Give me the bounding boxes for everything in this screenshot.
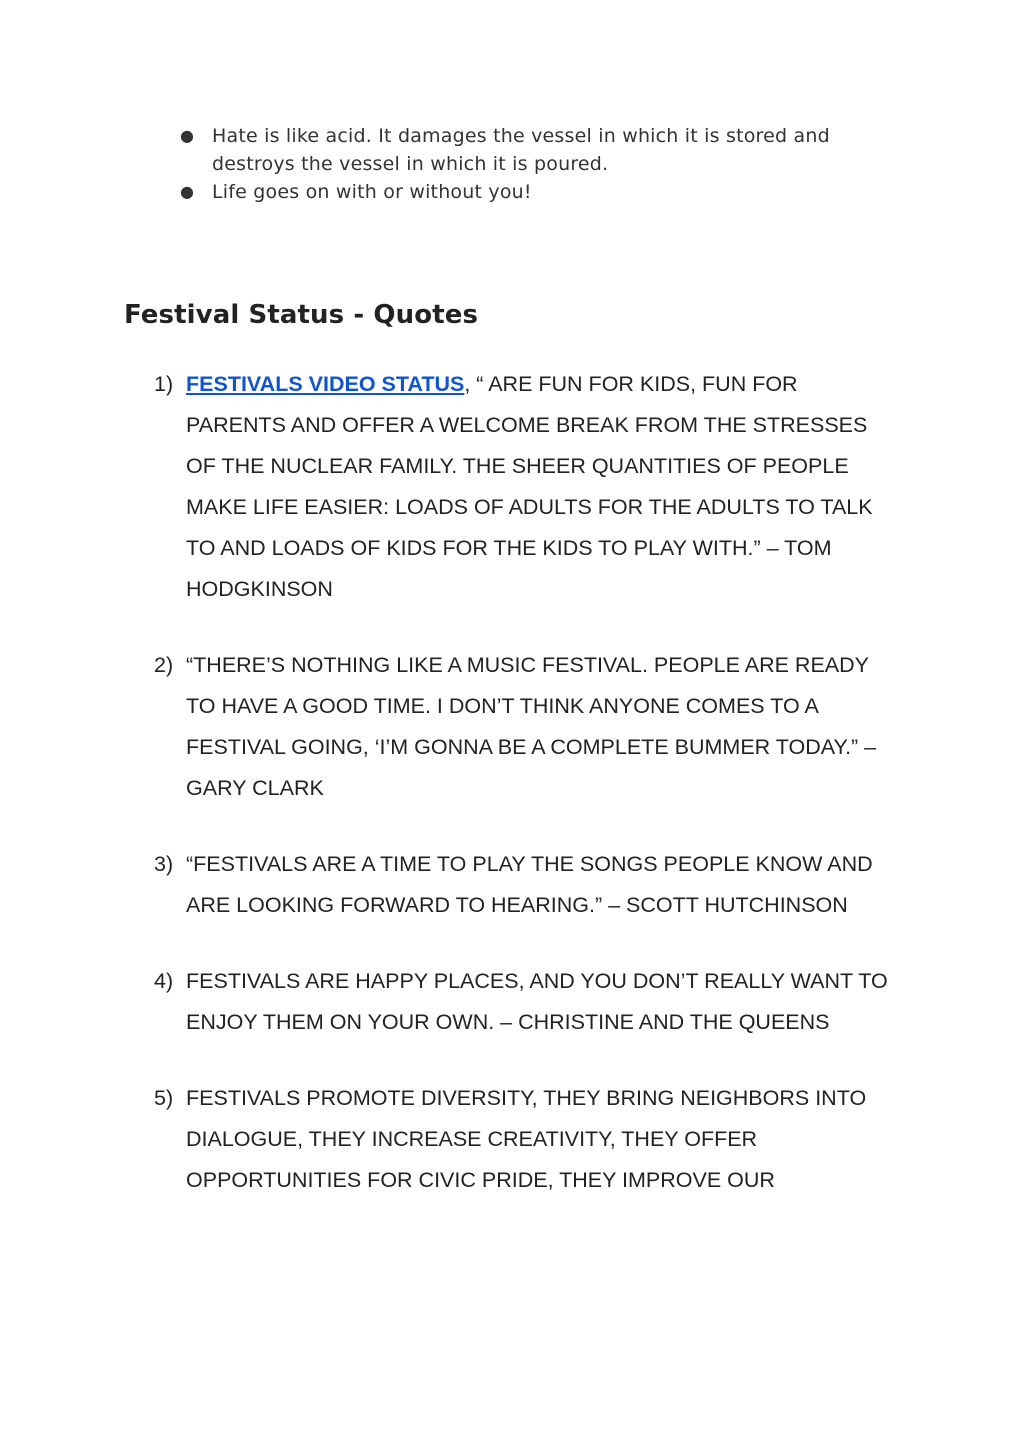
quote-item (0, 364, 901, 610)
bullet-dot-icon: ● (180, 126, 195, 145)
quote-number: 1) (154, 372, 174, 396)
bullet-text: Life goes on with or without you! (212, 181, 532, 203)
section-heading: Festival Status - Quotes (124, 300, 479, 330)
quote-text: “FESTIVALS ARE A TIME TO PLAY THE SONGS PEOPLE KNOW AND ARE LOOKING FORWARD TO HEARING.” – SCOTT HUTCHINSON (186, 852, 873, 917)
quote-number: 3) (154, 852, 174, 876)
quote-text: FESTIVALS ARE HAPPY PLACES, AND YOU DON’T REALLY WANT TO ENJOY THEM ON YOUR OWN. – CHRISTINE AND THE QUEENS (186, 969, 888, 1034)
quote-list (0, 364, 1024, 1236)
bullet-list (0, 122, 1024, 206)
quote-text: FESTIVALS PROMOTE DIVERSITY, THEY BRING NEIGHBORS INTO DIALOGUE, THEY INCREASE CREATIVITY, THEY OFFER OPPORTUNITIES FOR CIVIC PRIDE, THEY IMPROVE OUR (186, 1086, 867, 1192)
festivals-video-status-link[interactable]: FESTIVALS VIDEO STATUS (186, 372, 465, 396)
quote-item (0, 645, 901, 809)
quote-item (0, 844, 901, 926)
bullet-item (0, 178, 872, 206)
quote-number: 5) (154, 1086, 174, 1110)
quote-item (0, 961, 901, 1043)
quote-text: , “ ARE FUN FOR KIDS, FUN FOR PARENTS AND OFFER A WELCOME BREAK FROM THE STRESSES OF THE NUCLEAR FAMILY. THE SHEER QUANTITIES OF PEOPLE MAKE LIFE EASIER: LOADS OF ADULTS FOR THE ADULTS TO TALK TO AND LOADS OF KIDS FOR THE KIDS TO PLAY WITH.” – TOM HODGKINSON (186, 372, 873, 601)
quote-number: 4) (154, 969, 174, 993)
bullet-text: Hate is like acid. It damages the vessel in which it is stored and destroys the vessel in which it is poured. (212, 125, 830, 175)
bullet-dot-icon: ● (180, 182, 195, 201)
bullet-item (0, 122, 872, 178)
quote-text: “THERE’S NOTHING LIKE A MUSIC FESTIVAL. PEOPLE ARE READY TO HAVE A GOOD TIME. I DON’T THINK ANYONE COMES TO A FESTIVAL GOING, ‘I’M GONNA BE A COMPLETE BUMMER TODAY.” – GARY CLARK (186, 653, 877, 800)
quote-item (0, 1078, 901, 1201)
quote-number: 2) (154, 653, 174, 677)
